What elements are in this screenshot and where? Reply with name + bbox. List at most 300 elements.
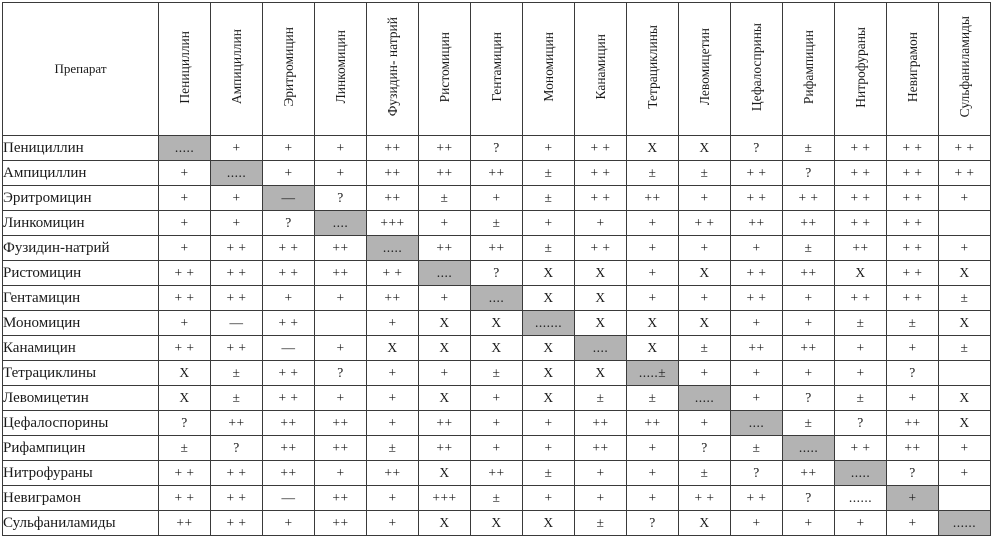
table-cell: + bbox=[731, 511, 783, 536]
table-cell: ± bbox=[627, 161, 679, 186]
table-cell: + + bbox=[679, 211, 731, 236]
table-cell: ++ bbox=[263, 461, 315, 486]
table-cell: ? bbox=[471, 261, 523, 286]
diagonal-cell: ..... bbox=[835, 461, 887, 486]
table-cell: + bbox=[523, 411, 575, 436]
table-cell: ++ bbox=[731, 211, 783, 236]
row-header: Канамицин bbox=[3, 336, 159, 361]
table-row bbox=[3, 461, 991, 486]
table-cell: ± bbox=[679, 461, 731, 486]
table-cell: + bbox=[627, 486, 679, 511]
table-cell: + bbox=[575, 486, 627, 511]
column-header-label: Невиграмон bbox=[904, 31, 920, 103]
table-cell: + bbox=[783, 511, 835, 536]
table-cell: ± bbox=[523, 461, 575, 486]
table-cell: + bbox=[939, 236, 991, 261]
table-cell: — bbox=[211, 311, 263, 336]
diagonal-cell: ...... bbox=[939, 511, 991, 536]
table-cell: + + bbox=[887, 286, 939, 311]
table-cell: + + bbox=[835, 211, 887, 236]
table-cell: + + bbox=[887, 161, 939, 186]
column-header bbox=[263, 3, 315, 136]
table-cell: ++ bbox=[263, 411, 315, 436]
table-cell: ± bbox=[471, 486, 523, 511]
table-cell: X bbox=[523, 336, 575, 361]
diagonal-cell: — bbox=[263, 186, 315, 211]
diagonal-cell: + bbox=[887, 486, 939, 511]
table-row bbox=[3, 361, 991, 386]
table-cell: + bbox=[315, 136, 367, 161]
table-cell: ? bbox=[263, 211, 315, 236]
table-cell: ? bbox=[887, 361, 939, 386]
table-cell: + bbox=[211, 211, 263, 236]
table-cell: + + bbox=[679, 486, 731, 511]
table-cell: X bbox=[367, 336, 419, 361]
table-cell: + + bbox=[263, 386, 315, 411]
table-cell: + + bbox=[367, 261, 419, 286]
table-cell: + bbox=[315, 161, 367, 186]
table-cell: + bbox=[575, 211, 627, 236]
table-cell: ++ bbox=[315, 236, 367, 261]
table-cell: + + bbox=[159, 261, 211, 286]
column-header-label: Левомицетин bbox=[696, 28, 712, 106]
table-cell: + + bbox=[835, 436, 887, 461]
column-header-label: Ампициллин bbox=[228, 29, 244, 105]
table-cell: X bbox=[419, 311, 471, 336]
table-cell: + bbox=[315, 461, 367, 486]
table-cell: X bbox=[679, 311, 731, 336]
column-header-label: Тетрациклины bbox=[644, 25, 660, 109]
row-header: Левомицетин bbox=[3, 386, 159, 411]
table-cell: ++ bbox=[783, 336, 835, 361]
table-cell: ++ bbox=[835, 236, 887, 261]
table-cell: ++ bbox=[315, 261, 367, 286]
table-cell: ++ bbox=[575, 411, 627, 436]
table-cell: X bbox=[523, 286, 575, 311]
table-cell: + bbox=[159, 186, 211, 211]
table-cell: + + bbox=[575, 236, 627, 261]
table-cell: ± bbox=[471, 211, 523, 236]
table-row bbox=[3, 261, 991, 286]
table-cell: + bbox=[263, 511, 315, 536]
table-cell bbox=[939, 486, 991, 511]
table-cell: + + bbox=[835, 286, 887, 311]
table-cell: + + bbox=[887, 236, 939, 261]
column-header bbox=[159, 3, 211, 136]
row-header: Гентамицин bbox=[3, 286, 159, 311]
table-cell: X bbox=[471, 511, 523, 536]
table-cell: ? bbox=[835, 411, 887, 436]
table-cell: + bbox=[367, 311, 419, 336]
table-cell: + + bbox=[211, 236, 263, 261]
table-cell: +++ bbox=[367, 211, 419, 236]
table-cell: + bbox=[679, 361, 731, 386]
table-cell: ± bbox=[783, 136, 835, 161]
table-cell: + bbox=[627, 236, 679, 261]
table-cell: + + bbox=[159, 336, 211, 361]
column-header bbox=[835, 3, 887, 136]
table-cell: + bbox=[627, 211, 679, 236]
table-cell: + bbox=[835, 361, 887, 386]
table-cell: + + bbox=[263, 236, 315, 261]
table-body bbox=[3, 136, 991, 536]
table-cell: + bbox=[835, 336, 887, 361]
row-header: Рифампицин bbox=[3, 436, 159, 461]
column-header bbox=[575, 3, 627, 136]
table-cell: + + bbox=[835, 161, 887, 186]
table-cell: ++ bbox=[627, 411, 679, 436]
diagonal-cell: .... bbox=[575, 336, 627, 361]
table-cell: ? bbox=[731, 461, 783, 486]
column-header-label: Сульфаниламиды bbox=[956, 16, 972, 118]
diagonal-cell: .... bbox=[315, 211, 367, 236]
column-header-label: Нитрофураны bbox=[852, 26, 868, 108]
drug-compatibility-table bbox=[2, 2, 991, 536]
table-cell: + + bbox=[731, 286, 783, 311]
column-header-label: Рифампицин bbox=[800, 29, 816, 105]
table-cell: X bbox=[523, 511, 575, 536]
table-cell: + bbox=[731, 311, 783, 336]
table-cell: ± bbox=[887, 311, 939, 336]
table-cell: ++ bbox=[315, 511, 367, 536]
table-cell: ± bbox=[419, 186, 471, 211]
table-cell: + + bbox=[783, 186, 835, 211]
table-cell: + bbox=[159, 211, 211, 236]
table-row bbox=[3, 436, 991, 461]
table-cell: ++ bbox=[315, 436, 367, 461]
diagonal-cell: ..... bbox=[159, 136, 211, 161]
table-cell: ± bbox=[523, 186, 575, 211]
table-cell: + + bbox=[575, 136, 627, 161]
table-cell: ? bbox=[783, 486, 835, 511]
table-cell: + bbox=[159, 161, 211, 186]
table-row bbox=[3, 511, 991, 536]
column-header-label: Пенициллин bbox=[176, 30, 192, 104]
table-cell: + + bbox=[263, 361, 315, 386]
column-header bbox=[211, 3, 263, 136]
table-cell: + bbox=[367, 411, 419, 436]
table-cell: + bbox=[835, 511, 887, 536]
table-cell: + + bbox=[731, 486, 783, 511]
table-cell: ? bbox=[679, 436, 731, 461]
diagonal-cell: ..... bbox=[783, 436, 835, 461]
table-cell: X bbox=[523, 386, 575, 411]
table-cell: ++ bbox=[419, 161, 471, 186]
table-cell: + + bbox=[575, 161, 627, 186]
table-cell: + bbox=[523, 486, 575, 511]
table-cell: + + bbox=[731, 161, 783, 186]
table-cell: ± bbox=[679, 161, 731, 186]
table-cell: ? bbox=[783, 386, 835, 411]
column-header bbox=[679, 3, 731, 136]
table-cell: + bbox=[367, 511, 419, 536]
table-row bbox=[3, 136, 991, 161]
row-header: Нитрофураны bbox=[3, 461, 159, 486]
table-cell: ? bbox=[211, 436, 263, 461]
table-cell: + bbox=[367, 386, 419, 411]
table-cell: ++ bbox=[367, 186, 419, 211]
table-cell: ++ bbox=[315, 486, 367, 511]
corner-header: Препарат bbox=[3, 3, 159, 136]
table-cell: X bbox=[523, 261, 575, 286]
row-header: Сульфаниламиды bbox=[3, 511, 159, 536]
row-header: Невиграмон bbox=[3, 486, 159, 511]
table-cell: ++ bbox=[575, 436, 627, 461]
table-cell: ± bbox=[939, 286, 991, 311]
table-cell: + bbox=[627, 286, 679, 311]
table-cell: + bbox=[627, 461, 679, 486]
table-cell: + + bbox=[211, 511, 263, 536]
table-cell: ? bbox=[471, 136, 523, 161]
table-cell: ± bbox=[575, 386, 627, 411]
diagonal-cell: ..... bbox=[211, 161, 263, 186]
table-cell: + bbox=[315, 386, 367, 411]
row-header: Пенициллин bbox=[3, 136, 159, 161]
table-cell: X bbox=[835, 261, 887, 286]
table-cell: ± bbox=[835, 386, 887, 411]
table-cell: + bbox=[211, 136, 263, 161]
table-cell: + + bbox=[939, 161, 991, 186]
column-header bbox=[367, 3, 419, 136]
table-cell: + + bbox=[887, 211, 939, 236]
row-header: Цефалоспорины bbox=[3, 411, 159, 436]
table-cell: + + bbox=[887, 136, 939, 161]
table-cell: + bbox=[679, 236, 731, 261]
table-cell: + bbox=[523, 436, 575, 461]
diagonal-cell: .... bbox=[471, 286, 523, 311]
table-cell: ++ bbox=[419, 236, 471, 261]
table-cell: ++ bbox=[783, 211, 835, 236]
header-row bbox=[3, 3, 991, 136]
table-cell: X bbox=[627, 136, 679, 161]
table-cell: + + bbox=[211, 286, 263, 311]
diagonal-cell: .... bbox=[419, 261, 471, 286]
table-cell: ++ bbox=[471, 161, 523, 186]
column-header bbox=[471, 3, 523, 136]
table-cell: ± bbox=[627, 386, 679, 411]
table-cell: + + bbox=[263, 311, 315, 336]
table-cell: ? bbox=[315, 361, 367, 386]
table-cell: ++ bbox=[627, 186, 679, 211]
table-cell: + bbox=[263, 161, 315, 186]
table-cell: + bbox=[263, 286, 315, 311]
table-cell: + + bbox=[835, 136, 887, 161]
column-header bbox=[315, 3, 367, 136]
table-cell: + bbox=[263, 136, 315, 161]
table-cell: + bbox=[471, 411, 523, 436]
table-cell: + bbox=[887, 336, 939, 361]
table-row bbox=[3, 211, 991, 236]
table-cell: ++ bbox=[367, 136, 419, 161]
table-cell: + bbox=[367, 486, 419, 511]
table-cell: + bbox=[315, 286, 367, 311]
table-cell: +++ bbox=[419, 486, 471, 511]
table-cell bbox=[939, 361, 991, 386]
table-cell: + bbox=[471, 186, 523, 211]
table-cell: + bbox=[419, 211, 471, 236]
table-row bbox=[3, 411, 991, 436]
table-cell: ++ bbox=[419, 411, 471, 436]
table-cell: + + bbox=[939, 136, 991, 161]
table-cell: X bbox=[575, 361, 627, 386]
table-cell: + bbox=[783, 311, 835, 336]
table-cell: X bbox=[419, 511, 471, 536]
table-cell: + + bbox=[887, 261, 939, 286]
table-row bbox=[3, 186, 991, 211]
column-header bbox=[627, 3, 679, 136]
table-cell: + + bbox=[211, 461, 263, 486]
table-cell: ± bbox=[575, 511, 627, 536]
table-row bbox=[3, 486, 991, 511]
diagonal-cell: .....± bbox=[627, 361, 679, 386]
table-cell: X bbox=[939, 411, 991, 436]
table-cell: + + bbox=[731, 186, 783, 211]
table-cell bbox=[315, 311, 367, 336]
table-cell: ? bbox=[783, 161, 835, 186]
table-cell: X bbox=[419, 336, 471, 361]
table-cell: + bbox=[627, 261, 679, 286]
table-cell: + bbox=[679, 411, 731, 436]
column-header bbox=[731, 3, 783, 136]
table-cell: + bbox=[731, 236, 783, 261]
column-header-label: Цефалосприны bbox=[748, 22, 764, 112]
table-cell: X bbox=[627, 311, 679, 336]
table-cell: ± bbox=[211, 386, 263, 411]
table-cell: ++ bbox=[471, 461, 523, 486]
row-header: Ампициллин bbox=[3, 161, 159, 186]
column-header bbox=[523, 3, 575, 136]
row-header: Фузидин-натрий bbox=[3, 236, 159, 261]
table-cell: ++ bbox=[315, 411, 367, 436]
table-cell: + bbox=[731, 386, 783, 411]
row-header: Эритромицин bbox=[3, 186, 159, 211]
table-cell: X bbox=[159, 361, 211, 386]
table-cell: + + bbox=[211, 261, 263, 286]
table-cell: + bbox=[939, 461, 991, 486]
table-row bbox=[3, 286, 991, 311]
table-cell: + + bbox=[263, 261, 315, 286]
column-header bbox=[419, 3, 471, 136]
table-cell bbox=[939, 211, 991, 236]
table-cell: + bbox=[367, 361, 419, 386]
table-row bbox=[3, 386, 991, 411]
table-cell: ? bbox=[159, 411, 211, 436]
column-header-label: Гентамицин bbox=[488, 32, 504, 102]
table-cell: + bbox=[627, 436, 679, 461]
table-cell: + bbox=[731, 361, 783, 386]
table-cell: ± bbox=[367, 436, 419, 461]
table-cell: + bbox=[419, 286, 471, 311]
table-cell: + + bbox=[211, 486, 263, 511]
table-cell: ± bbox=[783, 411, 835, 436]
table-cell: — bbox=[263, 336, 315, 361]
table-cell: + bbox=[315, 336, 367, 361]
table-row bbox=[3, 311, 991, 336]
table-cell: + bbox=[887, 511, 939, 536]
table-cell: X bbox=[679, 136, 731, 161]
table-cell: + bbox=[783, 286, 835, 311]
diagonal-cell: .... bbox=[731, 411, 783, 436]
column-header-label: Ристомицин bbox=[436, 31, 452, 103]
column-header-label: Эритромицин bbox=[280, 27, 296, 107]
table-cell: X bbox=[939, 261, 991, 286]
table-cell: ++ bbox=[887, 411, 939, 436]
column-header bbox=[783, 3, 835, 136]
table-cell: ++ bbox=[471, 236, 523, 261]
table-cell: + bbox=[211, 186, 263, 211]
column-header-label: Фузидин- натрий bbox=[384, 17, 400, 117]
table-cell: X bbox=[523, 361, 575, 386]
table-cell: ± bbox=[939, 336, 991, 361]
table-cell: X bbox=[575, 286, 627, 311]
table-cell: ? bbox=[887, 461, 939, 486]
column-header bbox=[887, 3, 939, 136]
table-cell: + bbox=[419, 361, 471, 386]
table-cell: — bbox=[263, 486, 315, 511]
table-cell: ++ bbox=[783, 461, 835, 486]
table-cell: + + bbox=[159, 286, 211, 311]
table-cell: + bbox=[939, 436, 991, 461]
table-cell: + bbox=[471, 436, 523, 461]
table-cell: + bbox=[159, 311, 211, 336]
table-cell: ++ bbox=[887, 436, 939, 461]
table-cell: + bbox=[887, 386, 939, 411]
table-cell: ± bbox=[679, 336, 731, 361]
column-header-label: Линкомицин bbox=[332, 30, 348, 104]
table-cell: + + bbox=[159, 461, 211, 486]
table-cell: + bbox=[939, 186, 991, 211]
table-cell: X bbox=[679, 511, 731, 536]
table-row bbox=[3, 336, 991, 361]
table-cell: ++ bbox=[263, 436, 315, 461]
table-cell: ++ bbox=[367, 286, 419, 311]
table-cell: X bbox=[575, 261, 627, 286]
table-cell: X bbox=[939, 386, 991, 411]
table-cell: + + bbox=[211, 336, 263, 361]
table-cell: + bbox=[471, 386, 523, 411]
table-cell: ++ bbox=[419, 436, 471, 461]
table-cell: ± bbox=[159, 436, 211, 461]
table-cell: + bbox=[523, 211, 575, 236]
table-cell: X bbox=[471, 336, 523, 361]
table-cell: + bbox=[523, 136, 575, 161]
row-header: Тетрациклины bbox=[3, 361, 159, 386]
table-cell: X bbox=[575, 311, 627, 336]
table-cell: + + bbox=[887, 186, 939, 211]
table-cell: + bbox=[679, 186, 731, 211]
table-cell: + bbox=[679, 286, 731, 311]
table-cell: ++ bbox=[159, 511, 211, 536]
table-cell: ± bbox=[523, 236, 575, 261]
table-cell: + + bbox=[835, 186, 887, 211]
table-cell: ++ bbox=[211, 411, 263, 436]
table-cell: X bbox=[939, 311, 991, 336]
table-cell: + bbox=[159, 236, 211, 261]
table-cell: ...... bbox=[835, 486, 887, 511]
table-cell: ++ bbox=[419, 136, 471, 161]
table-cell: + bbox=[575, 461, 627, 486]
table-cell: + + bbox=[731, 261, 783, 286]
table-cell: ++ bbox=[367, 461, 419, 486]
table-cell: + + bbox=[159, 486, 211, 511]
table-cell: ? bbox=[627, 511, 679, 536]
table-cell: ± bbox=[835, 311, 887, 336]
column-header bbox=[939, 3, 991, 136]
column-header-label: Канамицин bbox=[592, 34, 608, 100]
table-cell: ± bbox=[211, 361, 263, 386]
table-cell: ± bbox=[783, 236, 835, 261]
table-cell: ++ bbox=[367, 161, 419, 186]
